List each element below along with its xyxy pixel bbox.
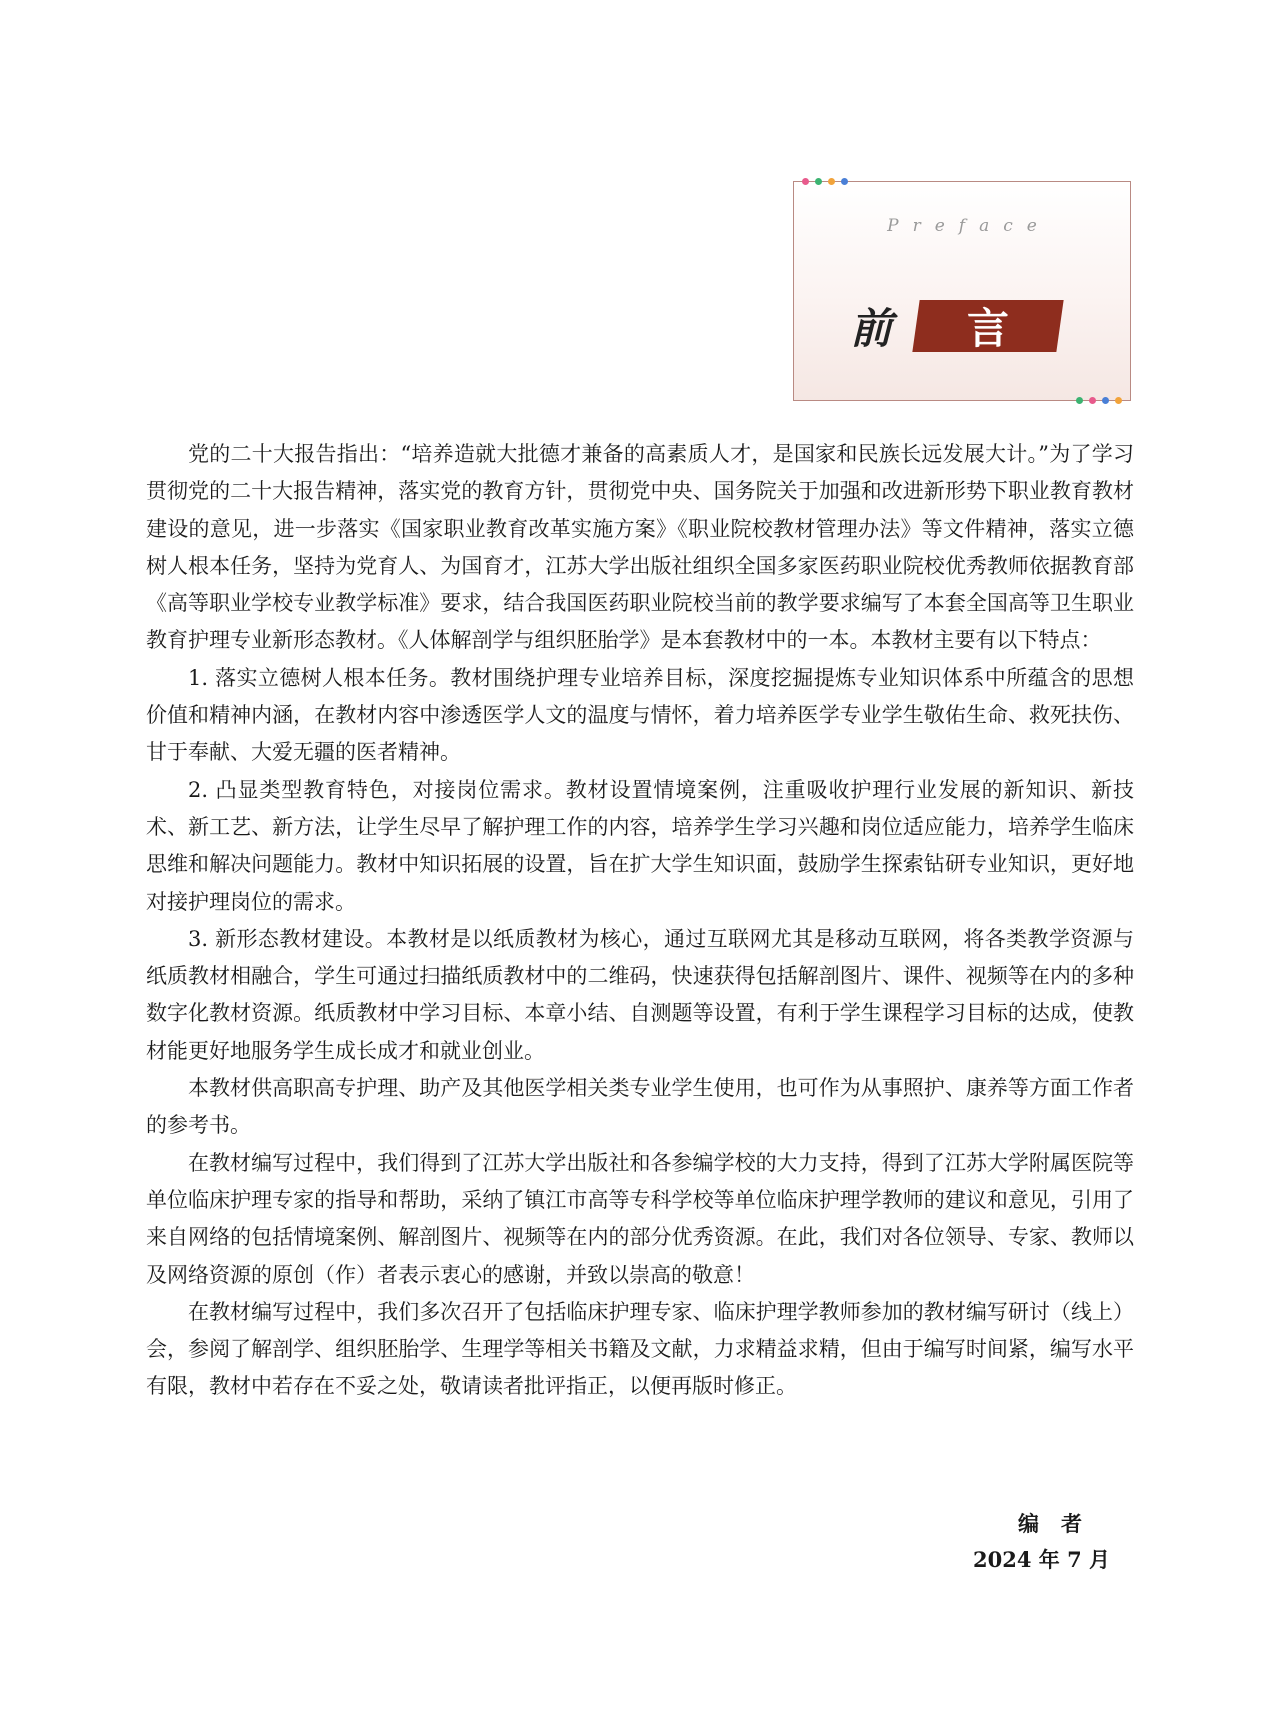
signature-date: 2024 年 7 月 [973,1547,1110,1572]
decorative-dots-top [802,178,848,185]
signature-editor: 编者 [1018,1511,1104,1536]
dot [1076,397,1083,404]
paragraph-feature-3: 3. 新形态教材建设。本教材是以纸质教材为核心，通过互联网尤其是移动互联网，将各类教学资源与纸质教材相融合，学生可通过扫描纸质教材中的二维码，快速获得包括解剖图片、课件、视频等在内的多种数字化教材资源。纸质教材中学习目标、本章小结、自测题等设置，有利于学生课程学习目标的达成，使教材能更好地服务学生成长成才和就业创业。 [146,926,1134,1063]
page-title [850,298,1060,354]
paragraph-acknowledgement: 在教材编写过程中，我们得到了江苏大学出版社和各参编学校的大力支持，得到了江苏大学附属医院等单位临床护理专家的指导和帮助，采纳了镇江市高等专科学校等单位临床护理学教师的建议和意见，引用了来自网络的包括情境案例、解剖图片、视频等在内的部分优秀资源。在此，我们对各位领导、专家、教师以及网络资源的原创（作）者表示衷心的感谢，并致以崇高的敬意！ [146,1150,1134,1287]
title-char-2: 言 [966,304,1009,353]
paragraph-intro: 党的二十大报告指出：“培养造就大批德才兼备的高素质人才，是国家和民族长远发展大计。”为了学习贯彻党的二十大报告精神，落实党的教育方针，贯彻党中央、国务院关于加强和改进新形势下职业教育教材建设的意见，进一步落实《国家职业教育改革实施方案》《职业院校教材管理办法》等文件精神，落实立德树人根本任务，坚持为党育人、为国育才，江苏大学出版社组织全国多家医药职业院校优秀教师依据教育部《高等职业学校专业教学标准》要求，结合我国医药职业院校当前的教学要求编写了本套全国高等卫生职业教育护理专业新形态教材。《人体解剖学与组织胚胎学》是本套教材中的一本。本教材主要有以下特点： [146,442,1134,653]
dot [1102,397,1109,404]
preface-english-label: Preface [887,216,1051,236]
title-highlight-block [912,300,1063,352]
title-char-1: 前 [850,304,893,353]
dot [841,178,848,185]
paragraph-feature-1: 1. 落实立德树人根本任务。教材围绕护理专业培养目标，深度挖掘提炼专业知识体系中所蕴含的思想价值和精神内涵，在教材内容中渗透医学人文的温度与情怀，着力培养医学专业学生敬佑生命、救死扶伤、甘于奉献、大爱无疆的医者精神。 [146,665,1134,765]
paragraph-feature-2: 2. 凸显类型教育特色，对接岗位需求。教材设置情境案例，注重吸收护理行业发展的新知识、新技术、新工艺、新方法，让学生尽早了解护理工作的内容，培养学生学习兴趣和岗位适应能力，培养学生临床思维和解决问题能力。教材中知识拓展的设置，旨在扩大学生知识面，鼓励学生探索钻研专业知识，更好地对接护理岗位的需求。 [146,777,1134,914]
paragraph-closing: 在教材编写过程中，我们多次召开了包括临床护理专家、临床护理学教师参加的教材编写研讨（线上）会，参阅了解剖学、组织胚胎学、生理学等相关书籍及文献，力求精益求精，但由于编写时间紧，编写水平有限，教材中若存在不妥之处，敬请读者批评指正，以便再版时修正。 [146,1299,1134,1399]
dot [802,178,809,185]
dot [828,178,835,185]
preface-body [146,436,1134,1406]
signature [973,1506,1110,1578]
preface-header-box [793,181,1131,401]
dot [1089,397,1096,404]
dot [815,178,822,185]
dot [1115,397,1122,404]
paragraph-audience: 本教材供高职高专护理、助产及其他医学相关类专业学生使用，也可作为从事照护、康养等方面工作者的参考书。 [146,1076,1134,1138]
decorative-dots-bottom [1076,397,1122,404]
